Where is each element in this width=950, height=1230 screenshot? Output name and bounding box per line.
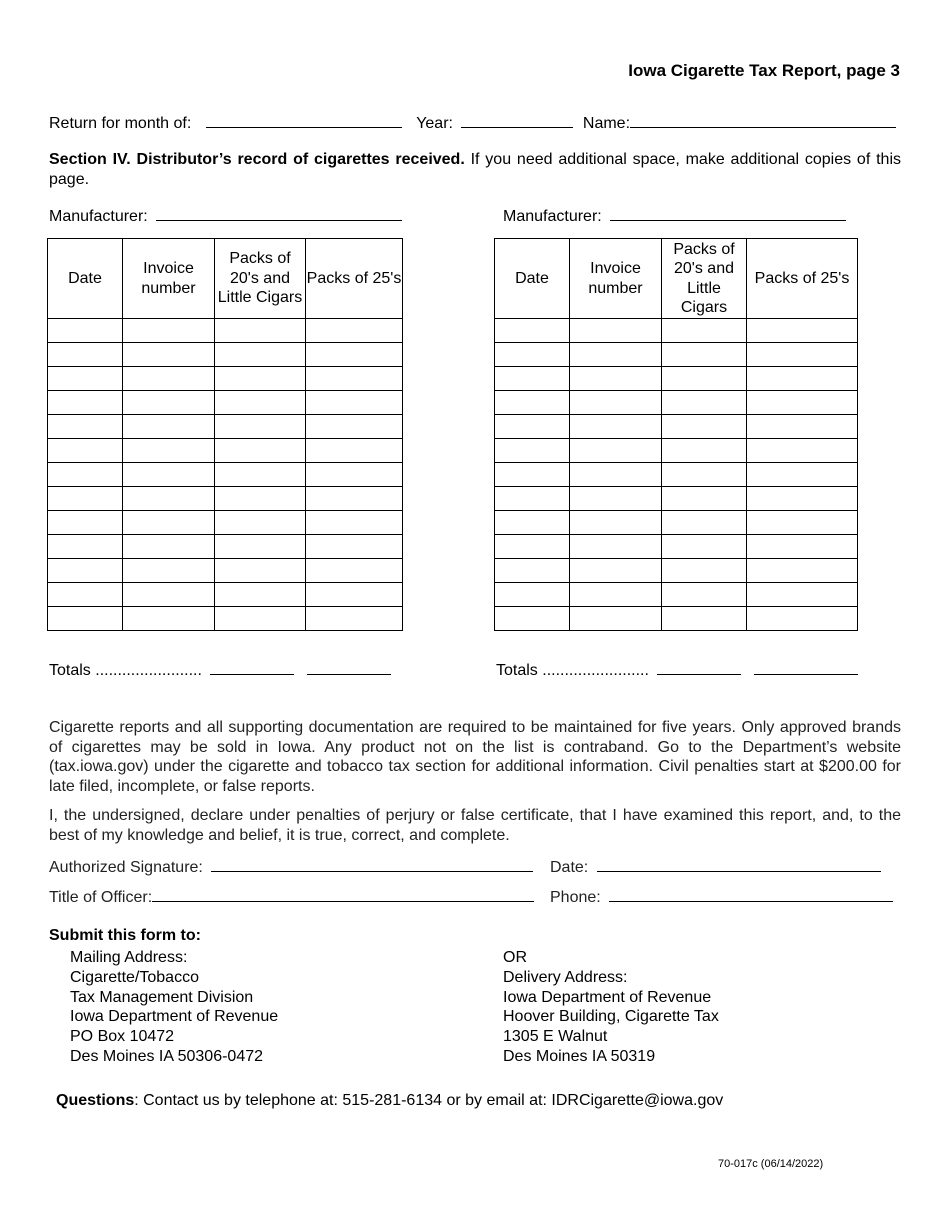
- invoice-cell[interactable]: [570, 559, 662, 583]
- address-line: Des Moines IA 50306-0472: [70, 1047, 264, 1065]
- invoice-cell[interactable]: [570, 535, 662, 559]
- totals-label: Totals ........................: [49, 662, 202, 679]
- totals-25-field[interactable]: [307, 660, 391, 675]
- packs-25-cell[interactable]: [747, 511, 858, 535]
- date-cell[interactable]: [48, 343, 123, 367]
- table-row: [48, 367, 403, 391]
- address-line: Iowa Department of Revenue: [70, 1008, 279, 1026]
- packs-25-cell[interactable]: [747, 463, 858, 487]
- address-line: Tax Management Division: [70, 988, 254, 1006]
- table-row: [495, 463, 858, 487]
- packs-20-cell[interactable]: [662, 343, 747, 367]
- invoice-cell[interactable]: [123, 463, 215, 487]
- invoice-cell[interactable]: [570, 319, 662, 343]
- packs-20-cell[interactable]: [662, 391, 747, 415]
- table-row: [48, 343, 403, 367]
- packs-20-cell[interactable]: [215, 511, 306, 535]
- manufacturer-label: Manufacturer:: [503, 208, 602, 225]
- signature-field[interactable]: [211, 857, 533, 872]
- packs-20-cell[interactable]: [215, 559, 306, 583]
- totals-20-field[interactable]: [210, 660, 294, 675]
- date-cell[interactable]: [495, 319, 570, 343]
- date-row: [550, 857, 881, 877]
- packs-25-cell[interactable]: [306, 319, 403, 343]
- column-header-invoice: Invoice number: [123, 239, 215, 319]
- packs-20-cell[interactable]: [215, 343, 306, 367]
- packs-25-cell[interactable]: [747, 319, 858, 343]
- packs-20-cell[interactable]: [662, 415, 747, 439]
- address-line: Iowa Department of Revenue: [503, 988, 712, 1006]
- packs-25-cell[interactable]: [747, 583, 858, 607]
- packs-25-cell[interactable]: [747, 607, 858, 631]
- packs-25-cell[interactable]: [747, 439, 858, 463]
- receipts-table-left: [47, 238, 403, 631]
- invoice-cell[interactable]: [570, 583, 662, 607]
- packs-20-cell[interactable]: [215, 415, 306, 439]
- form-number: 70-017c (06/14/2022): [718, 1158, 824, 1170]
- invoice-cell[interactable]: [570, 511, 662, 535]
- packs-25-cell[interactable]: [306, 343, 403, 367]
- table-row: [48, 583, 403, 607]
- year-field[interactable]: [461, 113, 573, 128]
- table-row: [495, 415, 858, 439]
- invoice-cell[interactable]: [123, 607, 215, 631]
- phone-field[interactable]: [609, 887, 893, 902]
- date-cell[interactable]: [48, 583, 123, 607]
- packs-25-cell[interactable]: [747, 391, 858, 415]
- page-title: Iowa Cigarette Tax Report, page 3: [628, 61, 900, 80]
- totals-20-field[interactable]: [657, 660, 741, 675]
- table-row: [48, 415, 403, 439]
- date-cell[interactable]: [495, 367, 570, 391]
- packs-20-cell[interactable]: [215, 535, 306, 559]
- table-row: [48, 391, 403, 415]
- contact-info: : Contact us by telephone at: 515-281-6134 or by email at: IDRCigarette@iowa.gov: [134, 1092, 724, 1109]
- invoice-cell[interactable]: [123, 511, 215, 535]
- table-row: [495, 559, 858, 583]
- manufacturer-row-left: [49, 206, 402, 226]
- packs-20-cell[interactable]: [662, 463, 747, 487]
- packs-20-cell[interactable]: [215, 367, 306, 391]
- packs-25-cell[interactable]: [747, 487, 858, 511]
- column-header-packs-25: Packs of 25's: [306, 239, 403, 319]
- packs-20-cell[interactable]: [662, 583, 747, 607]
- name-label: Name:: [582, 115, 631, 132]
- manufacturer-row-right: [503, 206, 846, 226]
- signature-row: [49, 857, 533, 877]
- invoice-cell[interactable]: [123, 535, 215, 559]
- address-line: 1305 E Walnut: [503, 1028, 608, 1046]
- date-cell[interactable]: [48, 415, 123, 439]
- manufacturer-label: Manufacturer:: [49, 208, 148, 225]
- packs-20-cell[interactable]: [662, 559, 747, 583]
- column-header-date: Date: [495, 239, 570, 319]
- packs-25-cell[interactable]: [306, 367, 403, 391]
- packs-20-cell[interactable]: [215, 391, 306, 415]
- date-cell[interactable]: [495, 391, 570, 415]
- invoice-cell[interactable]: [123, 343, 215, 367]
- table-row: [48, 319, 403, 343]
- packs-20-cell[interactable]: [662, 439, 747, 463]
- packs-25-cell[interactable]: [306, 487, 403, 511]
- date-cell[interactable]: [495, 343, 570, 367]
- address-line: OR: [503, 949, 527, 966]
- table-row: [495, 607, 858, 631]
- table-row: [48, 607, 403, 631]
- month-field[interactable]: [206, 113, 402, 128]
- totals-label: Totals ........................: [496, 662, 649, 679]
- return-info-row: [49, 113, 896, 133]
- address-line: Mailing Address:: [70, 949, 188, 966]
- section-heading: [49, 150, 901, 189]
- date-cell[interactable]: [48, 391, 123, 415]
- invoice-cell[interactable]: [570, 391, 662, 415]
- manufacturer-field[interactable]: [610, 206, 846, 221]
- title-field[interactable]: [152, 887, 534, 902]
- table-row: [495, 583, 858, 607]
- packs-25-cell[interactable]: [747, 343, 858, 367]
- column-header-packs-20: Packs of 20's and Little Cigars: [215, 239, 306, 319]
- date-cell[interactable]: [495, 583, 570, 607]
- packs-20-cell[interactable]: [662, 511, 747, 535]
- packs-25-cell[interactable]: [747, 367, 858, 391]
- date-cell[interactable]: [495, 487, 570, 511]
- invoice-cell[interactable]: [570, 487, 662, 511]
- packs-25-cell[interactable]: [306, 439, 403, 463]
- table-row: [48, 511, 403, 535]
- invoice-cell[interactable]: [123, 439, 215, 463]
- invoice-cell[interactable]: [570, 607, 662, 631]
- packs-20-cell[interactable]: [215, 439, 306, 463]
- packs-25-cell[interactable]: [306, 463, 403, 487]
- date-cell[interactable]: [48, 367, 123, 391]
- packs-25-cell[interactable]: [306, 607, 403, 631]
- date-cell[interactable]: [48, 535, 123, 559]
- packs-25-cell[interactable]: [747, 415, 858, 439]
- date-field[interactable]: [597, 857, 881, 872]
- section-title: Section IV. Distributor’s record of cigarettes received.: [49, 151, 465, 168]
- address-line: Cigarette/Tobacco: [70, 968, 199, 986]
- table-row: [48, 439, 403, 463]
- manufacturer-field[interactable]: [156, 206, 402, 221]
- packs-20-cell[interactable]: [215, 319, 306, 343]
- packs-20-cell[interactable]: [662, 367, 747, 391]
- column-header-invoice: Invoice number: [570, 239, 662, 319]
- invoice-cell[interactable]: [123, 583, 215, 607]
- invoice-cell[interactable]: [123, 367, 215, 391]
- date-cell[interactable]: [495, 439, 570, 463]
- questions-line: [56, 1092, 723, 1110]
- packs-20-cell[interactable]: [215, 487, 306, 511]
- packs-20-cell[interactable]: [662, 607, 747, 631]
- year-label: Year:: [416, 115, 453, 132]
- receipts-table-right: [494, 238, 858, 631]
- packs-20-cell[interactable]: [215, 463, 306, 487]
- table-row: [495, 535, 858, 559]
- column-header-packs-20: Packs of 20's and Little Cigars: [662, 239, 747, 319]
- invoice-cell[interactable]: [570, 463, 662, 487]
- packs-25-cell[interactable]: [306, 511, 403, 535]
- phone-label: Phone:: [550, 889, 601, 906]
- address-line: Hoover Building, Cigarette Tax: [503, 1008, 719, 1026]
- invoice-cell[interactable]: [123, 415, 215, 439]
- date-cell[interactable]: [495, 415, 570, 439]
- date-cell[interactable]: [495, 607, 570, 631]
- packs-25-cell[interactable]: [306, 391, 403, 415]
- table-row: [48, 463, 403, 487]
- phone-row: [550, 887, 893, 907]
- totals-row-left: [49, 660, 391, 680]
- date-label: Date:: [550, 859, 589, 876]
- invoice-cell[interactable]: [570, 367, 662, 391]
- column-header-packs-25: Packs of 25's: [747, 239, 858, 319]
- address-line: Des Moines IA 50319: [503, 1047, 656, 1065]
- date-cell[interactable]: [48, 559, 123, 583]
- packs-20-cell[interactable]: [662, 319, 747, 343]
- date-cell[interactable]: [495, 559, 570, 583]
- packs-20-cell[interactable]: [662, 535, 747, 559]
- notice-paragraph: Cigarette reports and all supporting documentation are required to be maintained for five years. Only approved brands of cigarettes may be sold in Iowa. Any product not on the list is contraband. Go to the Department’s website (tax.iowa.gov) under the cigarette and tobacco tax section for additional information. Civil penalties start at $200.00 for late filed, incomplete, or false reports.: [49, 719, 901, 795]
- signature-label: Authorized Signature:: [49, 859, 203, 876]
- date-cell[interactable]: [495, 535, 570, 559]
- table-row: [495, 319, 858, 343]
- title-label: Title of Officer:: [49, 889, 153, 906]
- table-row: [48, 535, 403, 559]
- mailing-address: [70, 948, 278, 1067]
- table-row: [495, 391, 858, 415]
- invoice-cell[interactable]: [123, 391, 215, 415]
- invoice-cell[interactable]: [570, 343, 662, 367]
- packs-25-cell[interactable]: [747, 535, 858, 559]
- packs-25-cell[interactable]: [747, 559, 858, 583]
- invoice-cell[interactable]: [570, 439, 662, 463]
- column-header-date: Date: [48, 239, 123, 319]
- table-row: [495, 511, 858, 535]
- title-row: [49, 887, 534, 907]
- questions-label: Questions: [56, 1092, 135, 1109]
- table-row: [495, 367, 858, 391]
- packs-20-cell[interactable]: [662, 487, 747, 511]
- date-cell[interactable]: [48, 463, 123, 487]
- table-row: [495, 487, 858, 511]
- table-row: [48, 559, 403, 583]
- month-label: Return for month of:: [49, 115, 192, 132]
- section-note: If you need additional space, make additional copies of this page.: [49, 151, 901, 188]
- date-cell[interactable]: [495, 463, 570, 487]
- date-cell[interactable]: [48, 487, 123, 511]
- packs-25-cell[interactable]: [306, 415, 403, 439]
- name-field[interactable]: [630, 113, 896, 128]
- table-row: [495, 343, 858, 367]
- address-line: Delivery Address:: [503, 968, 628, 986]
- invoice-cell[interactable]: [123, 487, 215, 511]
- table-row: [495, 439, 858, 463]
- date-cell[interactable]: [48, 511, 123, 535]
- invoice-cell[interactable]: [570, 415, 662, 439]
- address-line: PO Box 10472: [70, 1028, 175, 1046]
- totals-25-field[interactable]: [754, 660, 858, 675]
- invoice-cell[interactable]: [123, 559, 215, 583]
- date-cell[interactable]: [495, 511, 570, 535]
- delivery-address: [503, 948, 719, 1067]
- submit-heading: Submit this form to:: [49, 927, 201, 944]
- packs-25-cell[interactable]: [306, 583, 403, 607]
- packs-25-cell[interactable]: [306, 535, 403, 559]
- date-cell[interactable]: [48, 319, 123, 343]
- totals-row-right: [496, 660, 858, 680]
- table-row: [48, 487, 403, 511]
- packs-20-cell[interactable]: [215, 583, 306, 607]
- date-cell[interactable]: [48, 439, 123, 463]
- date-cell[interactable]: [48, 607, 123, 631]
- packs-20-cell[interactable]: [215, 607, 306, 631]
- packs-25-cell[interactable]: [306, 559, 403, 583]
- declaration-paragraph: I, the undersigned, declare under penalties of perjury or false certificate, that I have examined this report, and, to the best of my knowledge and belief, it is true, correct, and complete.: [49, 807, 901, 844]
- invoice-cell[interactable]: [123, 319, 215, 343]
